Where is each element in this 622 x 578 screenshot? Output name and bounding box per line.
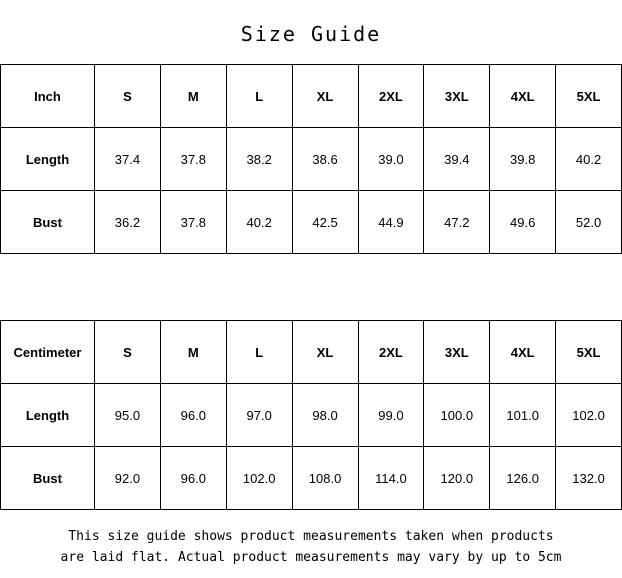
- size-header-m: M: [160, 321, 226, 384]
- size-header-4xl: 4XL: [490, 321, 556, 384]
- unit-label-inch: Inch: [1, 65, 95, 128]
- cell-bust-l: 102.0: [226, 447, 292, 510]
- cell-length-3xl: 100.0: [424, 384, 490, 447]
- footer-line-1: This size guide shows product measurements taken when products: [68, 529, 554, 544]
- size-header-3xl: 3XL: [424, 65, 490, 128]
- cell-bust-s: 36.2: [95, 191, 161, 254]
- cell-length-4xl: 39.8: [490, 128, 556, 191]
- cell-bust-xl: 42.5: [292, 191, 358, 254]
- table-header-row: [1, 65, 622, 128]
- table-row: [1, 191, 622, 254]
- size-header-l: L: [226, 65, 292, 128]
- cell-length-s: 95.0: [95, 384, 161, 447]
- cell-length-xl: 38.6: [292, 128, 358, 191]
- cell-length-5xl: 102.0: [556, 384, 622, 447]
- cell-bust-5xl: 52.0: [556, 191, 622, 254]
- footer-line-2: are laid flat. Actual product measurements may vary by up to 5cm: [60, 550, 562, 565]
- cell-bust-2xl: 114.0: [358, 447, 424, 510]
- table-row: [1, 128, 622, 191]
- cell-bust-m: 37.8: [160, 191, 226, 254]
- size-header-4xl: 4XL: [490, 65, 556, 128]
- cell-bust-4xl: 126.0: [490, 447, 556, 510]
- cell-bust-xl: 108.0: [292, 447, 358, 510]
- cell-bust-l: 40.2: [226, 191, 292, 254]
- cell-length-xl: 98.0: [292, 384, 358, 447]
- cell-bust-3xl: 47.2: [424, 191, 490, 254]
- size-header-s: S: [95, 65, 161, 128]
- cell-bust-2xl: 44.9: [358, 191, 424, 254]
- row-label-length: Length: [1, 128, 95, 191]
- row-label-bust: Bust: [1, 447, 95, 510]
- size-header-m: M: [160, 65, 226, 128]
- size-header-xl: XL: [292, 65, 358, 128]
- cell-length-l: 97.0: [226, 384, 292, 447]
- size-header-xl: XL: [292, 321, 358, 384]
- cell-length-m: 96.0: [160, 384, 226, 447]
- table-row: [1, 384, 622, 447]
- size-header-3xl: 3XL: [424, 321, 490, 384]
- cell-bust-5xl: 132.0: [556, 447, 622, 510]
- row-label-length: Length: [1, 384, 95, 447]
- size-header-5xl: 5XL: [556, 321, 622, 384]
- table-row: [1, 447, 622, 510]
- cell-bust-4xl: 49.6: [490, 191, 556, 254]
- cell-length-l: 38.2: [226, 128, 292, 191]
- size-header-2xl: 2XL: [358, 65, 424, 128]
- table-separator: [0, 254, 622, 320]
- size-header-2xl: 2XL: [358, 321, 424, 384]
- row-label-bust: Bust: [1, 191, 95, 254]
- size-header-s: S: [95, 321, 161, 384]
- cell-bust-s: 92.0: [95, 447, 161, 510]
- table-header-row: [1, 321, 622, 384]
- cell-length-2xl: 39.0: [358, 128, 424, 191]
- cell-bust-3xl: 120.0: [424, 447, 490, 510]
- unit-label-centimeter: Centimeter: [1, 321, 95, 384]
- cell-length-3xl: 39.4: [424, 128, 490, 191]
- footer-note: [0, 510, 622, 568]
- cell-length-2xl: 99.0: [358, 384, 424, 447]
- cell-length-m: 37.8: [160, 128, 226, 191]
- size-header-5xl: 5XL: [556, 65, 622, 128]
- size-table-inch: [0, 64, 622, 254]
- cell-bust-m: 96.0: [160, 447, 226, 510]
- cell-length-5xl: 40.2: [556, 128, 622, 191]
- page-title: Size Guide: [240, 22, 382, 46]
- cell-length-4xl: 101.0: [490, 384, 556, 447]
- cell-length-s: 37.4: [95, 128, 161, 191]
- size-table-centimeter: [0, 320, 622, 510]
- size-header-l: L: [226, 321, 292, 384]
